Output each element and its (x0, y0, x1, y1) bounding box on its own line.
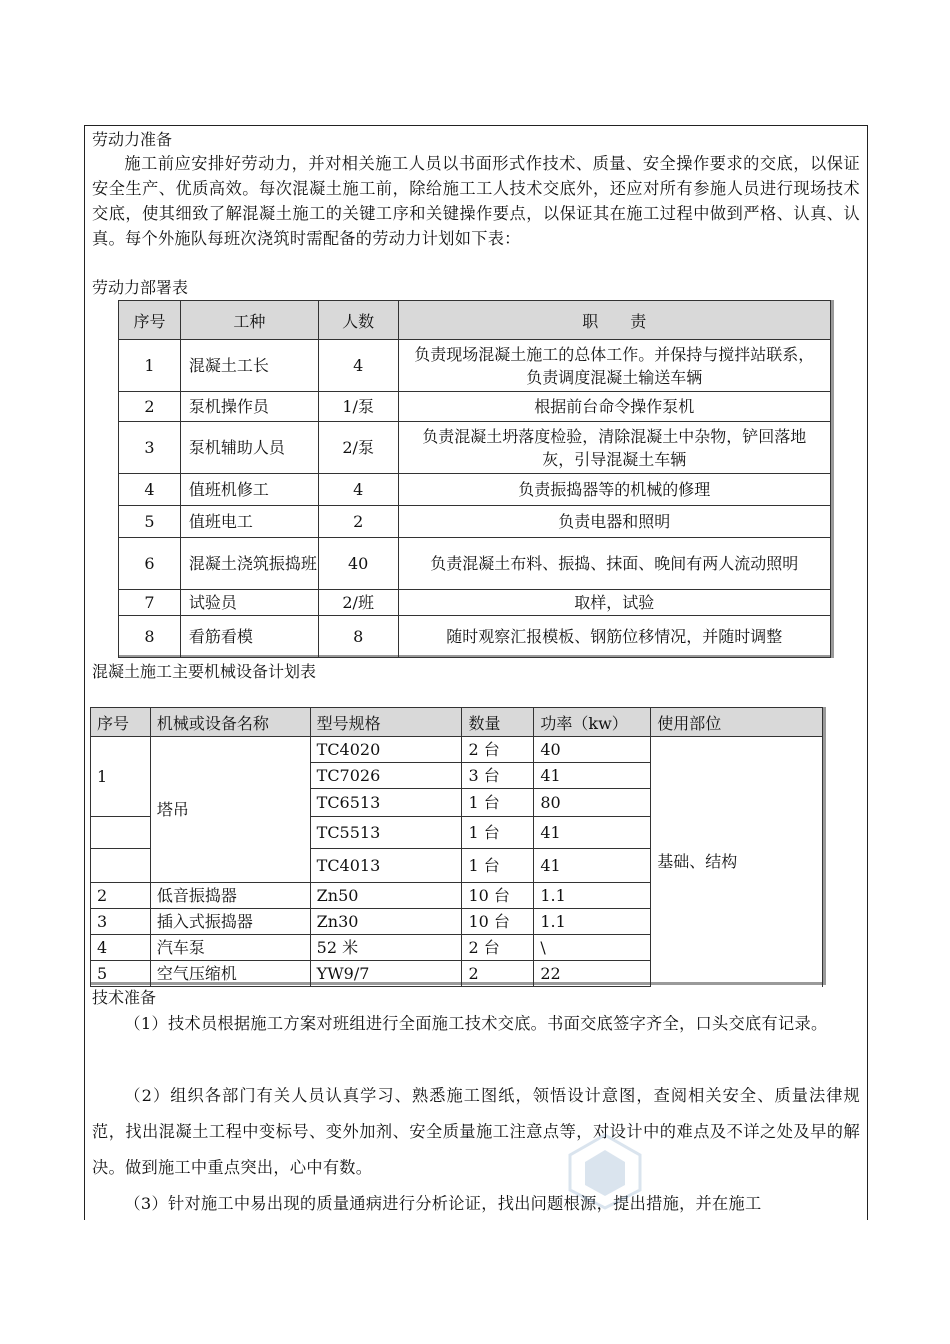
equipment-cell: Zn50 (310, 883, 462, 909)
empty-cell (91, 817, 151, 849)
tower-model: TC6513 (310, 789, 462, 817)
labor-cell: 混凝土浇筑振捣班 (180, 538, 318, 590)
labor-cell: 试验员 (180, 590, 318, 616)
labor-table (118, 300, 831, 658)
labor-cell: 2/班 (318, 590, 398, 616)
table-row (119, 506, 831, 538)
equipment-cell: 低音振捣器 (150, 883, 310, 909)
tower-power: 41 (534, 817, 651, 849)
equipment-cell: YW9/7 (310, 961, 462, 987)
table-row (119, 538, 831, 590)
labor-cell: 取样，试验 (398, 590, 830, 616)
equipment-cell: 10 台 (462, 883, 534, 909)
equipment-header-cell: 序号 (91, 708, 151, 737)
tower-power: 40 (534, 737, 651, 763)
tech-item-2: （2）组织各部门有关人员认真学习、熟悉施工图纸，领悟设计意图，查阅相关安全、质量法律规范，找出混凝土工程中变标号、变外加剂、安全质量施工注意点等，对设计中的难点及不详之处及早的解决。做到施工中重点突出，心中有数。 (92, 1086, 860, 1177)
labor-cell: 看筋看模 (180, 616, 318, 658)
table-row (119, 474, 831, 506)
labor-cell: 3 (119, 422, 181, 474)
equipment-cell: 22 (534, 961, 651, 987)
tower-quantity: 3 台 (462, 763, 534, 789)
labor-cell: 2 (318, 506, 398, 538)
usage-location: 基础、结构 (651, 737, 823, 987)
table-row (119, 422, 831, 474)
labor-header-cell: 工种 (180, 301, 318, 340)
tower-quantity: 1 台 (462, 817, 534, 849)
equipment-cell: 2 台 (462, 935, 534, 961)
labor-cell: 6 (119, 538, 181, 590)
labor-cell: 负责电器和照明 (398, 506, 830, 538)
labor-header-cell: 序号 (119, 301, 181, 340)
labor-cell: 8 (119, 616, 181, 658)
labor-cell: 值班机修工 (180, 474, 318, 506)
empty-cell (91, 849, 151, 883)
tower-quantity: 1 台 (462, 849, 534, 883)
equipment-cell: 4 (91, 935, 151, 961)
labor-cell: 7 (119, 590, 181, 616)
tower-quantity: 2 台 (462, 737, 534, 763)
table-row (119, 392, 831, 422)
equipment-cell: \ (534, 935, 651, 961)
equipment-cell: 2 (91, 883, 151, 909)
labor-cell: 随时观察汇报模板、钢筋位移情况，并随时调整 (398, 616, 830, 658)
labor-cell: 混凝土工长 (180, 340, 318, 392)
equipment-cell: 插入式振捣器 (150, 909, 310, 935)
labor-cell: 8 (318, 616, 398, 658)
tower-power: 41 (534, 763, 651, 789)
equipment-section-title: 混凝土施工主要机械设备计划表 (92, 662, 317, 681)
labor-cell: 负责现场混凝土施工的总体工作。并保持与搅拌站联系，负责调度混凝土输送车辆 (398, 340, 830, 392)
tower-model: TC7026 (310, 763, 462, 789)
equipment-cell: Zn30 (310, 909, 462, 935)
equipment-header-cell: 机械或设备名称 (150, 708, 310, 737)
tech-section-title: 技术准备 (92, 988, 157, 1007)
labor-table-title: 劳动力部署表 (92, 278, 189, 297)
tower-model: TC4013 (310, 849, 462, 883)
watermark-logo-icon (560, 1130, 650, 1210)
tower-model: TC5513 (310, 817, 462, 849)
labor-header-cell: 人数 (318, 301, 398, 340)
equipment-cell: 空气压缩机 (150, 961, 310, 987)
labor-cell: 4 (318, 474, 398, 506)
equipment-cell: 3 (91, 909, 151, 935)
tower-quantity: 1 台 (462, 789, 534, 817)
labor-cell: 泵机辅助人员 (180, 422, 318, 474)
labor-paragraph: 施工前应安排好劳动力，并对相关施工人员以书面形式作技术、质量、安全操作要求的交底，以保证安全生产、优质高效。每次混凝土施工前，除给施工工人技术交底外，还应对所有参施人员进行现场技术交底，使其细致了解混凝土施工的关键工序和关键操作要点，以保证其在施工过程中做到严格、认真、认真。每个外施队每班次浇筑时需配备的劳动力计划如下表： (92, 154, 860, 248)
tower-name: 塔吊 (150, 737, 310, 883)
labor-cell: 1/泵 (318, 392, 398, 422)
labor-section-title: 劳动力准备 (92, 130, 173, 149)
equipment-header-cell: 功率（kw） (534, 708, 651, 737)
equipment-cell: 2 (462, 961, 534, 987)
tech-item-3: （3）针对施工中易出现的质量通病进行分析论证，找出问题根源，提出措施，并在施工 (124, 1194, 762, 1213)
labor-cell: 2 (119, 392, 181, 422)
labor-header-cell: 职 责 (398, 301, 830, 340)
tower-power: 80 (534, 789, 651, 817)
equipment-cell: 汽车泵 (150, 935, 310, 961)
equipment-header-cell: 使用部位 (651, 708, 823, 737)
labor-cell: 4 (119, 474, 181, 506)
table-row (119, 616, 831, 658)
labor-cell: 负责振捣器等的机械的修理 (398, 474, 830, 506)
equipment-header-cell: 数量 (462, 708, 534, 737)
equipment-table (90, 707, 823, 987)
tower-power: 41 (534, 849, 651, 883)
labor-cell: 负责混凝土布料、振捣、抹面、晚间有两人流动照明 (398, 538, 830, 590)
equipment-cell: 52 米 (310, 935, 462, 961)
table-row (119, 590, 831, 616)
tower-model: TC4020 (310, 737, 462, 763)
equipment-cell: 5 (91, 961, 151, 987)
labor-cell: 1 (119, 340, 181, 392)
labor-cell: 值班电工 (180, 506, 318, 538)
tech-item-1: （1）技术员根据施工方案对班组进行全面施工技术交底。书面交底签字齐全，口头交底有记录。 (124, 1014, 828, 1033)
labor-cell: 40 (318, 538, 398, 590)
table-row (119, 340, 831, 392)
equipment-cell: 1.1 (534, 883, 651, 909)
labor-cell: 2/泵 (318, 422, 398, 474)
equipment-header-cell: 型号规格 (310, 708, 462, 737)
equipment-cell: 1.1 (534, 909, 651, 935)
tower-number: 1 (91, 737, 151, 817)
labor-cell: 4 (318, 340, 398, 392)
labor-cell: 5 (119, 506, 181, 538)
labor-cell: 根据前台命令操作泵机 (398, 392, 830, 422)
equipment-cell: 10 台 (462, 909, 534, 935)
labor-cell: 负责混凝土坍落度检验，清除混凝土中杂物，铲回落地灰，引导混凝土车辆 (398, 422, 830, 474)
labor-cell: 泵机操作员 (180, 392, 318, 422)
